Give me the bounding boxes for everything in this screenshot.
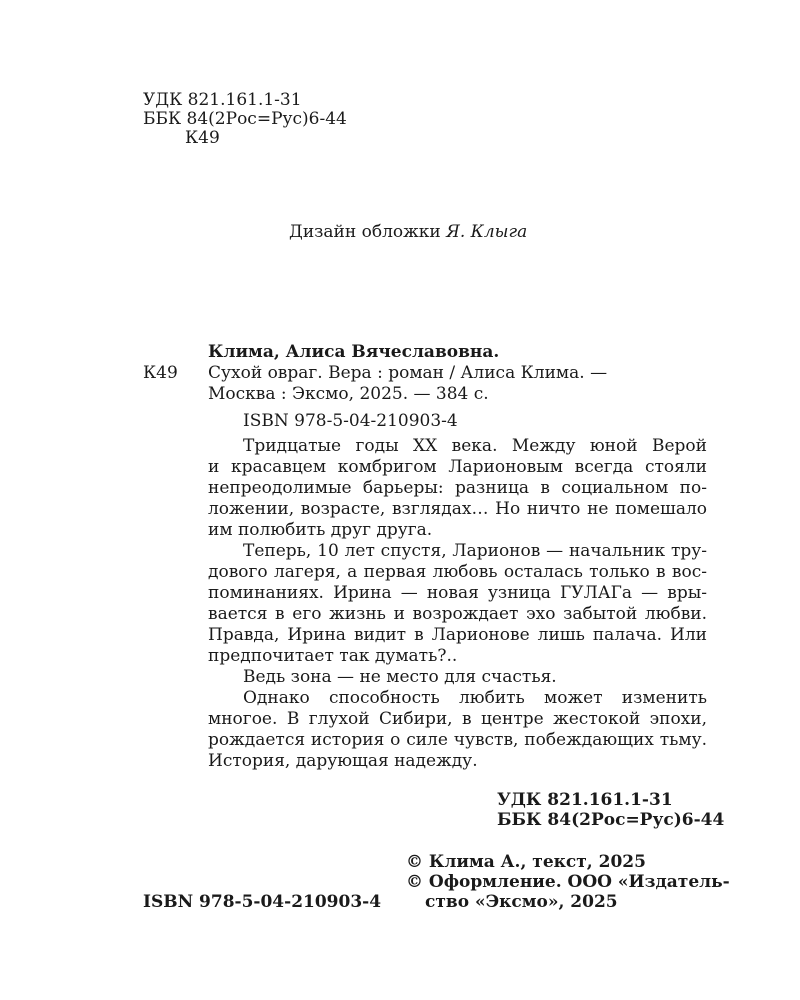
author-mark-top: К49	[185, 128, 220, 148]
isbn-record: ISBN 978-5-04-210903-4	[243, 411, 458, 431]
isbn-bottom: ISBN 978-5-04-210903-4	[143, 892, 382, 912]
annotation-line: непреодолимые барьеры: разница в социальном по-	[208, 478, 707, 498]
annotation-line: и красавцем комбригом Ларионовым всегда стояли	[208, 457, 707, 477]
cover-design-credit	[289, 222, 527, 242]
annotation-line: вается в его жизнь и возрождает эхо забытой любви.	[208, 604, 707, 624]
annotation-line: рождается история о силе чувств, побеждающих тьму.	[208, 730, 707, 750]
annotation-line: предпочитает так думать?..	[208, 646, 458, 666]
annotation-line: поминаниях. Ирина — новая узница ГУЛАГа — вры-	[208, 583, 707, 603]
cover-design-label: Дизайн обложки	[289, 222, 447, 242]
copyright-design: © Оформление. ООО «Издатель-	[406, 872, 730, 892]
title-line-1: Сухой овраг. Вера : роман / Алиса Клима. —	[208, 363, 608, 383]
annotation-line: ложении, возрасте, взглядах… Но ничто не помешало	[208, 499, 707, 519]
annotation-line: Тридцатые годы XX века. Между юной Верой	[243, 436, 707, 456]
annotation-line: История, дарующая надежду.	[208, 751, 478, 771]
title-line-2: Москва : Эксмо, 2025. — 384 с.	[208, 384, 489, 404]
udk-code-bottom: УДК 821.161.1-31	[497, 790, 673, 810]
annotation-line: Теперь, 10 лет спустя, Ларионов — начальник тру-	[243, 541, 707, 561]
copyright-text: © Клима А., текст, 2025	[406, 852, 646, 872]
annotation-line: Однако способность любить может изменить	[243, 688, 707, 708]
annotation-line: многое. В глухой Сибири, в центре жестокой эпохи,	[208, 709, 707, 729]
author-mark: К49	[143, 363, 178, 383]
annotation-line: Правда, Ирина видит в Ларионове лишь палача. Или	[208, 625, 707, 645]
annotation-line: Ведь зона — не место для счастья.	[243, 667, 557, 687]
annotation-line: дового лагеря, а первая любовь осталась только в вос-	[208, 562, 707, 582]
cover-designer-name: Я. Клыга	[446, 222, 528, 242]
author-heading: Клима, Алиса Вячеславовна.	[208, 342, 500, 362]
bbk-code-bottom: ББК 84(2Рос=Рус)6-44	[497, 810, 725, 830]
copyright-design-cont: ство «Эксмо», 2025	[425, 892, 618, 912]
bbk-code-top: ББК 84(2Рос=Рус)6-44	[143, 109, 347, 129]
udk-code-top: УДК 821.161.1-31	[143, 90, 302, 110]
annotation-line: им полюбить друг друга.	[208, 520, 433, 540]
